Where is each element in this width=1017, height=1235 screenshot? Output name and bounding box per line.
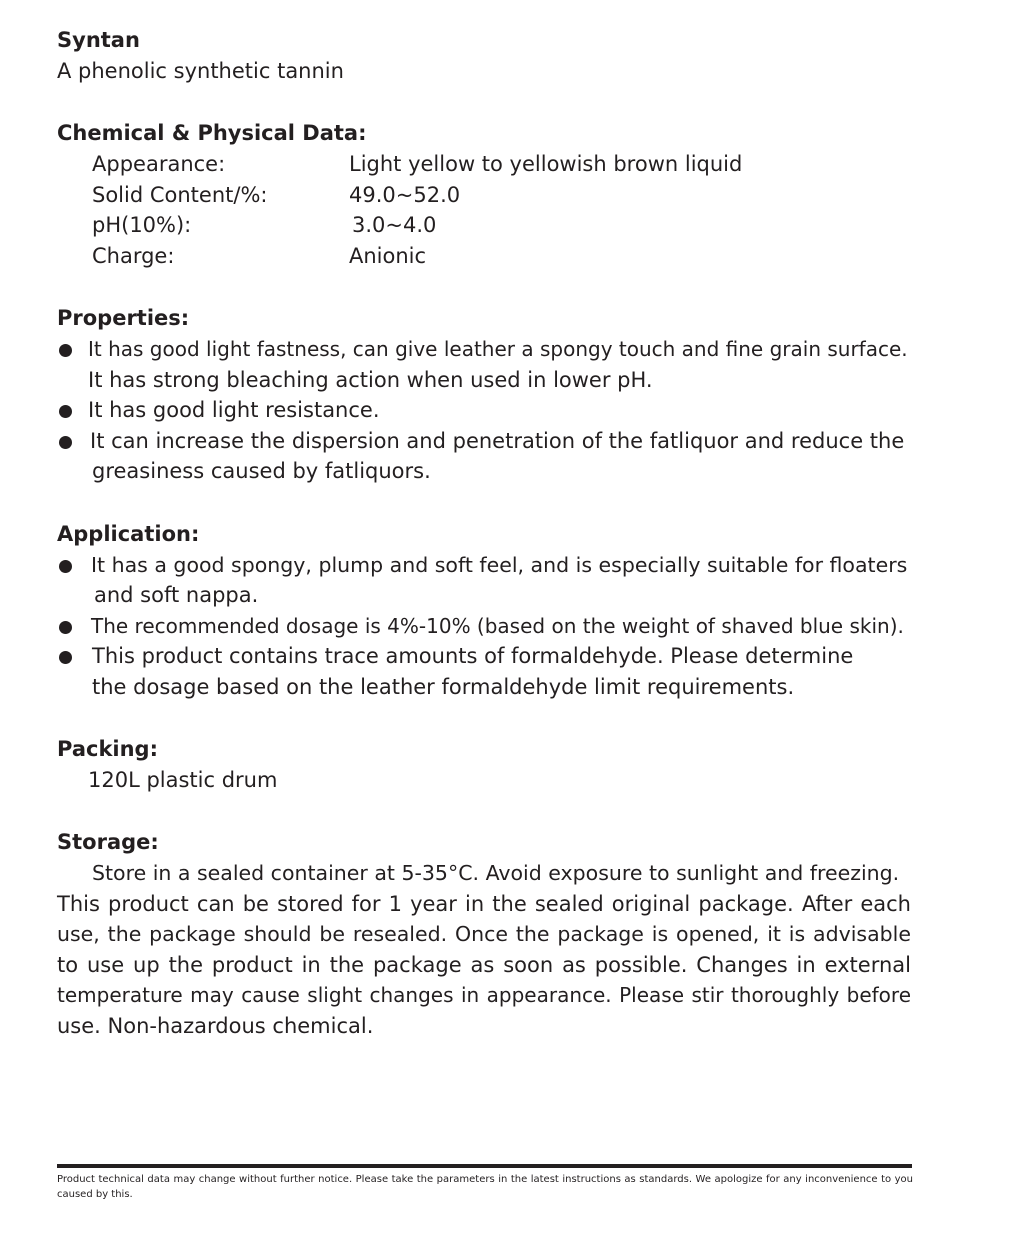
product-description: A phenolic synthetic tannin [57, 59, 344, 83]
storage-line-1: Store in a sealed container at 5-35°C. Avoid exposure to sunlight and freezing. [92, 861, 900, 885]
properties-item-2-line-1: It has good light resistance. [88, 398, 380, 422]
properties-item-1-line-2: It has strong bleaching action when used in lower pH. [88, 368, 653, 392]
properties-item-1-line-1: It has good light fastness, can give leather a spongy touch and fine grain surface. [88, 337, 908, 361]
application-item-2-line-1: The recommended dosage is 4%-10% (based on the weight of shaved blue skin). [91, 614, 904, 638]
application-item-3-line-1: This product contains trace amounts of formaldehyde. Please determine [92, 644, 854, 668]
chem-label-appearance: Appearance: [92, 152, 226, 176]
properties-item-3-line-1: It can increase the dispersion and penetration of the fatliquor and reduce the [90, 429, 905, 453]
application-item-3-line-2: the dosage based on the leather formaldehyde limit requirements. [92, 675, 795, 699]
storage-heading: Storage: [57, 830, 159, 854]
chem-label-ph: pH(10%): [92, 213, 192, 237]
bullet-icon [59, 621, 72, 634]
application-heading: Application: [57, 522, 200, 546]
bullet-icon [59, 651, 72, 664]
footer-note: Product technical data may change without further notice. Please take the parameters in the latest instructions as standards. We apologize for any inconvenience to you caused by this. [57, 1174, 913, 1200]
storage-line-4: to use up the product in the package as soon as possible. Changes in external [57, 953, 911, 977]
properties-item-3-line-2: greasiness caused by fatliquors. [92, 459, 431, 483]
bullet-icon [59, 560, 72, 573]
application-item-1-line-1: It has a good spongy, plump and soft feel, and is especially suitable for floaters [91, 553, 908, 577]
storage-line-6: use. Non-hazardous chemical. [57, 1014, 374, 1038]
packing-text: 120L plastic drum [88, 768, 278, 792]
bullet-icon [59, 436, 72, 449]
chem-value-solid-content: 49.0~52.0 [349, 183, 461, 207]
chem-label-charge: Charge: [92, 244, 175, 268]
chem-value-appearance: Light yellow to yellowish brown liquid [349, 152, 743, 176]
storage-line-3: use, the package should be resealed. Once the package is opened, it is advisable [57, 922, 911, 946]
chem-value-ph: 3.0~4.0 [352, 213, 437, 237]
storage-line-5: temperature may cause slight changes in appearance. Please stir thoroughly before [57, 983, 911, 1007]
footer-divider [57, 1164, 912, 1168]
bullet-icon [59, 405, 72, 418]
chemical-heading: Chemical & Physical Data: [57, 121, 367, 145]
bullet-icon [59, 344, 72, 357]
packing-heading: Packing: [57, 737, 158, 761]
product-name: Syntan [57, 28, 140, 52]
storage-line-2: This product can be stored for 1 year in the sealed original package. After each [57, 892, 911, 916]
chem-label-solid-content: Solid Content/%: [92, 183, 268, 207]
application-item-1-line-2: and soft nappa. [94, 583, 259, 607]
properties-heading: Properties: [57, 306, 190, 330]
chem-value-charge: Anionic [349, 244, 427, 268]
